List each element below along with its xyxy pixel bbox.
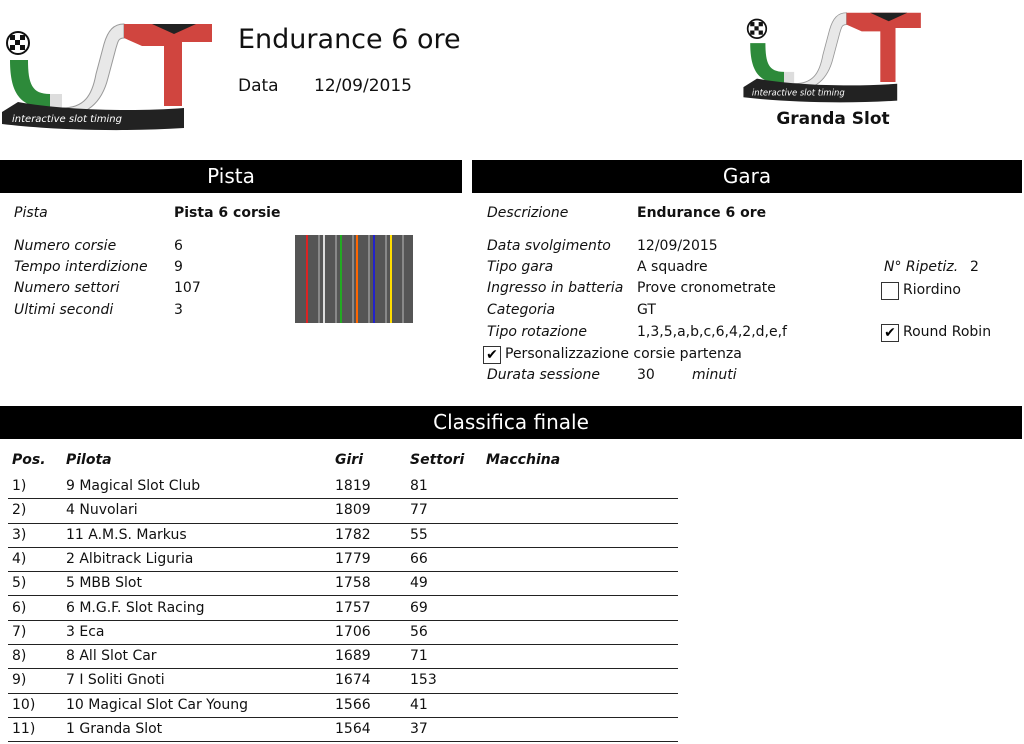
round-robin-checkbox[interactable]: [881, 324, 899, 342]
row-pos: 2): [12, 502, 27, 519]
table-row: [8, 548, 678, 572]
logo-tagline: interactive slot timing: [12, 114, 122, 125]
row-pos: 8): [12, 648, 27, 665]
ripetiz-label: N° Ripetiz.: [884, 259, 959, 275]
lane-separator: [335, 235, 337, 323]
row-pos: 6): [12, 599, 27, 616]
lane-separator: [352, 235, 354, 323]
organizer-name: Granda Slot: [776, 109, 890, 129]
row-giri: 1782: [335, 526, 371, 543]
track-lanes-preview: [295, 235, 413, 323]
data-svolgimento-value: 12/09/2015: [637, 238, 718, 254]
pista-label: Pista: [14, 205, 48, 221]
row-settori: 153: [410, 672, 437, 689]
section-header-pista: Pista: [0, 160, 462, 193]
descrizione-value: Endurance 6 ore: [637, 205, 767, 221]
numero-settori-label: Numero settori: [14, 280, 120, 296]
row-pos: 3): [12, 526, 27, 543]
table-row: [8, 499, 678, 523]
row-pos: 11): [12, 721, 36, 737]
table-row: [8, 645, 678, 669]
table-row: [8, 621, 678, 645]
ist-logo-left: [2, 16, 214, 132]
row-giri: 1674: [335, 672, 371, 689]
row-pilota: 3 Eca: [66, 623, 105, 640]
date-label: Data: [238, 76, 279, 96]
ingresso-label: Ingresso in batteria: [487, 280, 624, 296]
row-pilota: 2 Albitrack Liguria: [66, 550, 194, 567]
row-pilota: 4 Nuvolari: [66, 502, 138, 519]
row-giri: 1809: [335, 502, 371, 519]
table-row: [8, 597, 678, 621]
tipo-gara-value: A squadre: [637, 259, 708, 275]
table-row: [8, 694, 678, 718]
row-pilota: 7 I Soliti Gnoti: [66, 672, 165, 689]
round-robin-label: Round Robin: [903, 324, 992, 340]
durata-sessione-unit: minuti: [692, 367, 737, 383]
personalizzazione-label: Personalizzazione corsie partenza: [505, 346, 742, 362]
row-settori: 41: [410, 696, 428, 713]
row-settori: 71: [410, 648, 428, 665]
tipo-gara-label: Tipo gara: [487, 259, 554, 275]
lane-line: [373, 235, 375, 323]
categoria-label: Categoria: [487, 302, 556, 318]
row-settori: 55: [410, 526, 428, 543]
row-pos: 10): [12, 696, 36, 713]
tempo-interdizione-label: Tempo interdizione: [14, 259, 148, 275]
pista-value: Pista 6 corsie: [174, 205, 281, 221]
categoria-value: GT: [637, 302, 656, 318]
row-pilota: 6 M.G.F. Slot Racing: [66, 599, 205, 616]
ultimi-secondi-label: Ultimi secondi: [14, 302, 114, 318]
lane-line: [323, 235, 325, 323]
row-giri: 1689: [335, 648, 371, 665]
ripetiz-value: 2: [970, 259, 979, 275]
durata-sessione-label: Durata sessione: [487, 367, 600, 383]
row-giri: 1819: [335, 478, 371, 494]
checkered-flag-icon: [7, 32, 29, 54]
table-row: [8, 524, 678, 548]
race-title: Endurance 6 ore: [238, 24, 461, 55]
row-settori: 77: [410, 502, 428, 519]
logo-tagline: interactive slot timing: [751, 87, 845, 98]
col-header-giri: Giri: [335, 452, 363, 468]
row-settori: 49: [410, 575, 428, 592]
col-header-macchina: Macchina: [486, 452, 561, 468]
data-svolgimento-label: Data svolgimento: [487, 238, 611, 254]
row-pilota: 9 Magical Slot Club: [66, 478, 201, 494]
col-header-pilota: Pilota: [66, 452, 112, 468]
row-pos: 9): [12, 672, 27, 689]
row-settori: 66: [410, 550, 428, 567]
ultimi-secondi-value: 3: [174, 302, 183, 318]
date-value: 12/09/2015: [314, 76, 412, 96]
ist-logo-right: [742, 6, 924, 104]
checkered-flag-icon: [748, 20, 767, 39]
durata-sessione-value: 30: [637, 367, 655, 383]
lane-separator: [385, 235, 387, 323]
row-pilota: 11 A.M.S. Markus: [66, 526, 187, 543]
row-giri: 1566: [335, 696, 371, 713]
col-header-pos: Pos.: [12, 452, 46, 468]
row-giri: 1706: [335, 623, 371, 640]
tempo-interdizione-value: 9: [174, 259, 183, 275]
table-row: [8, 475, 678, 499]
row-giri: 1758: [335, 575, 371, 592]
row-settori: 37: [410, 721, 428, 737]
riordino-checkbox[interactable]: [881, 282, 899, 300]
lane-separator: [318, 235, 320, 323]
descrizione-label: Descrizione: [487, 205, 569, 221]
row-pos: 5): [12, 575, 27, 592]
row-pilota: 10 Magical Slot Car Young: [66, 696, 249, 713]
row-giri: 1779: [335, 550, 371, 567]
row-pos: 4): [12, 550, 27, 567]
table-row: [8, 669, 678, 693]
check-icon: ✔: [884, 325, 896, 341]
row-pilota: 1 Granda Slot: [66, 721, 163, 737]
section-header-gara: Gara: [472, 160, 1022, 193]
col-header-settori: Settori: [410, 452, 465, 468]
row-pos: 1): [12, 478, 27, 494]
tipo-rotazione-label: Tipo rotazione: [487, 324, 588, 340]
row-pilota: 8 All Slot Car: [66, 648, 157, 665]
numero-settori-value: 107: [174, 280, 201, 296]
row-pos: 7): [12, 623, 27, 640]
personalizzazione-checkbox[interactable]: [483, 346, 501, 364]
row-giri: 1564: [335, 721, 371, 737]
row-settori: 81: [410, 478, 428, 494]
section-header-classifica: Classifica finale: [0, 406, 1022, 439]
row-settori: 69: [410, 599, 428, 616]
numero-corsie-value: 6: [174, 238, 183, 254]
lane-line: [356, 235, 358, 323]
lane-line: [340, 235, 342, 323]
lane-line: [306, 235, 308, 323]
table-row: [8, 572, 678, 596]
lane-line: [390, 235, 392, 323]
table-row: [8, 718, 678, 742]
riordino-label: Riordino: [903, 282, 961, 298]
tipo-rotazione-value: 1,3,5,a,b,c,6,4,2,d,e,f: [637, 324, 787, 340]
row-settori: 56: [410, 623, 428, 640]
numero-corsie-label: Numero corsie: [14, 238, 117, 254]
lane-separator: [368, 235, 370, 323]
row-giri: 1757: [335, 599, 371, 616]
lane-separator: [402, 235, 404, 323]
row-pilota: 5 MBB Slot: [66, 575, 142, 592]
check-icon: ✔: [486, 347, 498, 363]
ingresso-value: Prove cronometrate: [637, 280, 776, 296]
